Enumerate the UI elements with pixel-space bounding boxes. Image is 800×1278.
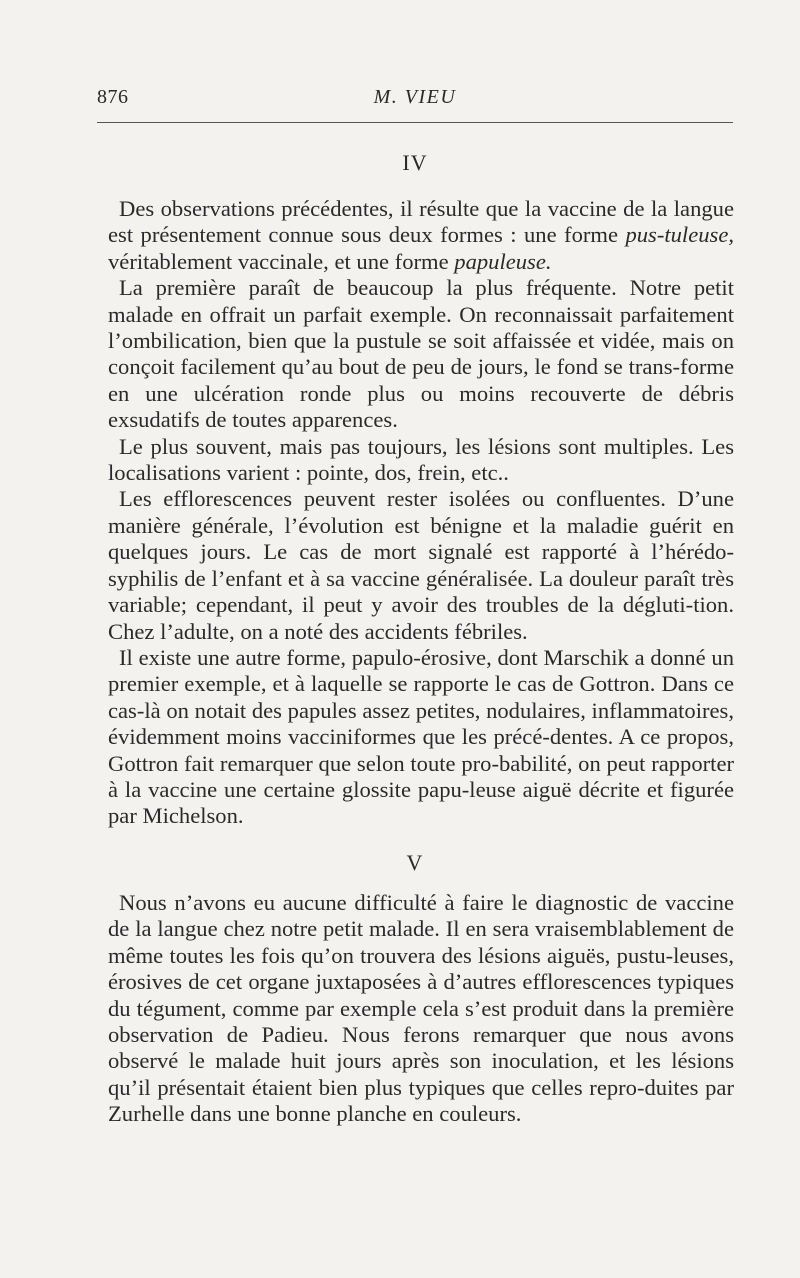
- section-heading-iv: IV: [402, 150, 428, 175]
- italic-term: pus-tuleuse,: [625, 222, 734, 248]
- paragraph: Nous n’avons eu aucune difficulté à faire le diagnostic de vaccine de la langue chez notre petit malade. Il en sera vraisemblablement de même toutes les fois qu’on trouvera des lésions aiguës, pustu-leuses, érosives de cet organe juxtaposées à d’autres efflorescences typiques du tégument, comme par exemple cela s’est produit dans la première observation de Padieu. Nous ferons remarquer que nous avons observé le malade huit jours après son inoculation, et les lésions qu’il présentait étaient bien plus typiques que celles repro-duites par Zurhelle dans une bonne planche en couleurs.: [108, 890, 734, 1127]
- paragraph: La première paraît de beaucoup la plus fréquente. Notre petit malade en offrait un parfait exemple. On reconnaissait parfaitement l’ombilication, bien que la pustule se soit affaissée et vidée, mais on conçoit facilement qu’au bout de peu de jours, le fond se trans-forme en une ulcération ronde plus ou moins recouverte de débris exsudatifs de toutes apparences.: [108, 275, 734, 433]
- section-heading-v: V: [406, 850, 424, 875]
- paragraph: Les efflorescences peuvent rester isolées ou confluentes. D’une manière générale, l’évolution est bénigne et la maladie guérit en quelques jours. Le cas de mort signalé est rapporté à l’hérédo-syphilis de l’enfant et à sa vaccine généralisée. La douleur paraît très variable; cependant, il peut y avoir des troubles de la dégluti-tion. Chez l’adulte, on a noté des accidents fébriles.: [108, 486, 734, 644]
- running-header: [97, 84, 733, 114]
- page-number: 876: [97, 86, 129, 108]
- paragraph: [108, 196, 734, 275]
- paragraph: Le plus souvent, mais pas toujours, les lésions sont multiples. Les localisations varient : pointe, dos, frein, etc..: [108, 433, 734, 486]
- header-rule: [97, 122, 733, 123]
- paragraph: Il existe une autre forme, papulo-érosive, dont Marschik a donné un premier exemple, et à laquelle se rapporte le cas de Gottron. Dans ce cas-là on notait des papules assez petites, nodulaires, inflammatoires, évidemment moins vacciniformes que les précé-dentes. A ce propos, Gottron fait remarquer que selon toute pro-babilité, on peut rapporter à la vaccine une certaine glossite papu-leuse aiguë décrite et figurée par Michelson.: [108, 644, 734, 829]
- section-iv-body: [108, 196, 734, 830]
- section-v-body: [108, 890, 734, 1128]
- text-run: véritablement vaccinale, et une forme: [108, 248, 455, 274]
- text-run: Des observations précédentes, il résulte que la vaccine de la langue est présentement connue sous deux formes : une forme: [108, 196, 734, 248]
- italic-term: papuleuse.: [454, 248, 552, 274]
- running-title: M. VIEU: [373, 86, 457, 108]
